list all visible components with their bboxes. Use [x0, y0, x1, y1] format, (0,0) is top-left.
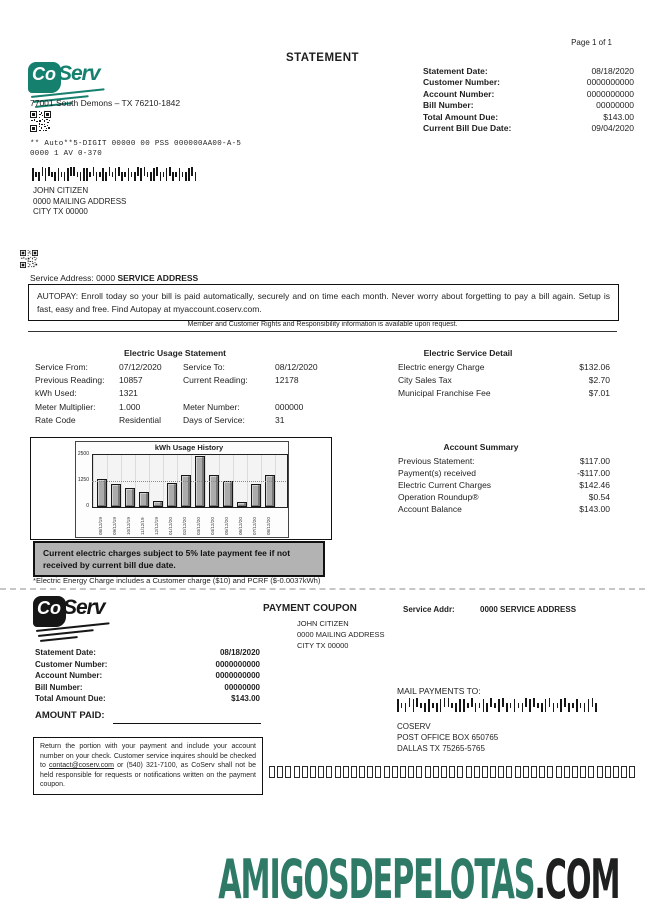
account-summary-title: Account Summary [443, 442, 519, 452]
mail-sort-code-line1: ** Auto**5-DIGIT 00000 00 PSS 000000AA00-A-5 [30, 140, 242, 148]
usage-bar [251, 484, 261, 507]
field-label: Customer Number: [423, 77, 500, 88]
mail-payments-label: MAIL PAYMENTS TO: [397, 686, 481, 696]
field-label: Bill Number: [423, 100, 474, 111]
charge-amount: $7.01 [588, 388, 610, 398]
usage-bar [111, 484, 121, 507]
field-value: 0000000000 [586, 77, 634, 88]
service-address-label: Service Address: [30, 273, 94, 283]
summary-amount: $0.54 [588, 492, 610, 502]
coupon-fields [35, 647, 260, 705]
usage-section-title: Electric Usage Statement [123, 348, 227, 358]
field-label: Total Amount Due: [423, 111, 499, 122]
x-axis-tick: 11/12/19 [140, 517, 145, 535]
field-value: 00000000 [596, 100, 634, 111]
section-divider [28, 331, 617, 332]
x-axis-tick: 08/12/19 [98, 517, 103, 535]
usage-bar [125, 488, 135, 507]
return-notice-text: Return the portion with your payment and include your account number on your check. Customer service inquires should be checked to [40, 743, 256, 770]
usage-bar [153, 501, 163, 507]
usage-value: 1321 [119, 388, 138, 399]
y-axis-tick: 0 [86, 503, 89, 509]
field-row [423, 77, 634, 88]
usage-bar [209, 475, 219, 507]
usage-label: kWh Used: [35, 388, 77, 399]
service-detail-table [398, 361, 610, 400]
x-axis-tick: 01/12/20 [168, 517, 173, 535]
summary-label: Account Balance [398, 504, 462, 514]
field-label: Bill Number: [35, 682, 83, 692]
summary-amount: $142.46 [579, 480, 610, 490]
charge-label: City Sales Tax [398, 375, 452, 385]
usage-value: 08/12/2020 [275, 362, 318, 372]
energy-charge-footnote: *Electric Energy Charge includes a Customer charge ($10) and PCRF ($-0.0037kWh) [33, 576, 321, 585]
field-label: Statement Date: [35, 648, 96, 657]
tear-off-separator [0, 588, 645, 590]
coserv-logo-serv-text: Serv [58, 62, 100, 85]
mail-to-city: DALLAS TX 75265-5765 [397, 744, 485, 753]
page-number-label: Page 1 of 1 [571, 38, 612, 47]
recipient-address-line: 0000 MAILING ADDRESS [33, 196, 127, 206]
charge-label: Electric energy Charge [398, 362, 485, 372]
summary-label: Operation Roundup® [398, 492, 479, 502]
usage-value: 10857 [119, 375, 143, 386]
usage-value: 000000 [275, 401, 304, 412]
usage-bar [223, 481, 233, 507]
recipient-name: JOHN CITIZEN [297, 619, 349, 628]
chart-title: kWh Usage History [154, 443, 224, 452]
usage-bar [97, 479, 107, 507]
usage-label: Service From: [35, 362, 88, 372]
field-row [423, 123, 634, 134]
return-notice-text: or (540) 321-7100, as CoServ shall not be held responsible for requests or notifications written on the payment coupon. [40, 762, 256, 789]
mail-to-name: COSERV [397, 722, 431, 731]
x-axis-tick: 10/12/19 [126, 517, 131, 535]
coupon-recipient [297, 618, 385, 651]
usage-label: Service To: [183, 362, 225, 372]
y-axis-tick: 1250 [77, 477, 89, 483]
x-axis-tick: 05/12/20 [224, 517, 229, 535]
recipient-address-line: 0000 MAILING ADDRESS [297, 630, 385, 639]
usage-label: Rate Code [35, 414, 76, 425]
usage-value: 31 [275, 414, 285, 425]
usage-bar [237, 502, 247, 507]
summary-amount: -$117.00 [577, 468, 610, 478]
field-row [423, 100, 634, 111]
field-row [35, 682, 260, 694]
field-label: Statement Date: [423, 66, 488, 76]
field-row [35, 670, 260, 682]
usage-bar [167, 483, 177, 507]
statement-summary-fields [423, 66, 634, 134]
x-axis-tick: 03/12/20 [196, 517, 201, 535]
y-axis-tick: 2500 [77, 451, 89, 457]
summary-row [398, 467, 610, 479]
x-axis-tick: 07/12/20 [252, 517, 257, 535]
amount-paid-blank-line [113, 723, 261, 724]
summary-label: Payment(s) received [398, 468, 476, 478]
x-axis-tick: 09/12/19 [112, 517, 117, 535]
field-value: 08/18/2020 [591, 66, 634, 76]
field-row [35, 659, 260, 671]
summary-label: Electric Current Charges [398, 480, 492, 490]
x-axis-tick: 02/12/20 [182, 517, 187, 535]
field-row [35, 693, 260, 705]
field-label: Account Number: [35, 671, 103, 681]
usage-history-chart-frame [30, 437, 332, 540]
field-label: Current Bill Due Date: [423, 123, 512, 134]
usage-value: 12178 [275, 375, 299, 386]
usage-label: Meter Multiplier: [35, 401, 96, 412]
ocr-scanline [269, 766, 637, 778]
charge-label: Municipal Franchise Fee [398, 388, 491, 398]
field-value: 08/18/2020 [219, 648, 260, 657]
usage-table [35, 361, 345, 427]
field-label: Account Number: [423, 88, 495, 99]
charge-amount: $2.70 [588, 375, 610, 385]
recipient-name: JOHN CITIZEN [33, 186, 89, 195]
field-row [35, 647, 260, 659]
charge-amount: $132.06 [579, 362, 610, 372]
usage-label: Days of Service: [183, 414, 245, 425]
logo-swoosh [40, 636, 78, 642]
late-fee-banner: Current electric charges subject to 5% late payment fee if not received by current bill due date. [33, 541, 325, 577]
x-axis-tick: 12/12/19 [154, 517, 159, 535]
usage-bar [181, 475, 191, 507]
usage-chart-xlabels [92, 509, 286, 535]
usage-value [275, 387, 345, 400]
coserv-logo-co-badge: Co [28, 62, 61, 93]
charge-row [398, 374, 610, 387]
usage-label [183, 387, 275, 400]
chart-gridline [92, 481, 286, 482]
charge-row [398, 387, 610, 400]
usage-history-chart [75, 441, 289, 538]
autopay-notice-box: AUTOPAY: Enroll today so your bill is paid automatically, securely and on time each month. Never worry about forgetting to pay a bill again. Setup is fast, easy and free. Find Autopay at myaccount.coserv.com. [28, 284, 619, 321]
postal-barcode [397, 698, 599, 712]
field-value: 09/04/2020 [591, 123, 634, 134]
field-row [423, 66, 634, 77]
summary-amount: $143.00 [579, 504, 610, 514]
usage-value: Residential [119, 414, 162, 425]
charge-row [398, 361, 610, 374]
summary-label: Previous Statement: [398, 456, 475, 466]
field-label: Customer Number: [35, 659, 108, 669]
service-address-number: 0000 [96, 273, 116, 283]
coserv-logo-serv-text: Serv [63, 596, 105, 619]
usage-bar [139, 492, 149, 507]
account-summary-table [398, 455, 610, 515]
field-value: $143.00 [603, 111, 634, 122]
payment-coupon-title: PAYMENT COUPON [263, 603, 357, 614]
field-value: 0000000000 [215, 659, 260, 669]
summary-amount: $117.00 [579, 456, 610, 466]
contact-email-link: contact@coserv.com [49, 762, 114, 770]
service-address-name: SERVICE ADDRESS [117, 273, 199, 283]
recipient-city-line: CITY TX 00000 [33, 207, 88, 217]
field-value: 00000000 [224, 682, 260, 692]
usage-bar [265, 475, 275, 507]
postal-barcode [32, 167, 198, 181]
service-detail-title: Electric Service Detail [423, 348, 513, 358]
member-rights-notice: Member and Customer Rights and Responsibility information is available upon request. [187, 321, 458, 328]
field-row [423, 112, 634, 123]
amount-paid-label: AMOUNT PAID: [35, 710, 105, 721]
usage-label: Current Reading: [183, 375, 248, 386]
coserv-logo-co-badge: Co [33, 596, 66, 627]
field-label: Total Amount Due: [35, 694, 106, 704]
usage-label: Previous Reading: [35, 375, 105, 386]
coupon-service-addr-value: 0000 SERVICE ADDRESS [480, 605, 577, 614]
mail-sort-code-line2: 0000 1 AV 0-370 [30, 150, 103, 158]
watermark-name: AMIGOSDEPELOTAS [217, 848, 534, 911]
recipient-city-line: CITY TX 00000 [297, 641, 349, 650]
usage-value: 1.000 [119, 401, 141, 412]
summary-row [398, 491, 610, 503]
coserv-logo-coupon [33, 596, 137, 642]
usage-label: Meter Number: [183, 401, 240, 412]
coupon-service-addr-label: Service Addr: [403, 605, 455, 614]
x-axis-tick: 08/12/20 [266, 517, 271, 535]
mail-to-address [397, 721, 498, 754]
x-axis-tick: 06/12/20 [238, 517, 243, 535]
mail-to-po-box: POST OFFICE BOX 650765 [397, 733, 499, 742]
qr-code-icon [20, 250, 38, 268]
field-row [423, 89, 634, 100]
company-address: 77001 South Demons – TX 76210-1842 [30, 98, 181, 108]
field-value: $143.00 [231, 694, 260, 704]
return-notice-box [33, 737, 263, 795]
summary-row [398, 455, 610, 467]
summary-row [398, 479, 610, 491]
field-value: 0000000000 [586, 88, 634, 99]
site-watermark [218, 848, 619, 911]
summary-row [398, 503, 610, 515]
qr-code-icon [30, 111, 51, 132]
watermark-tld: .COM [533, 848, 619, 911]
usage-value: 07/12/2020 [119, 362, 162, 372]
page-title: STATEMENT [285, 52, 360, 64]
x-axis-tick: 04/12/20 [210, 517, 215, 535]
field-value: 0000000000 [215, 671, 260, 681]
service-address-line [30, 273, 198, 283]
